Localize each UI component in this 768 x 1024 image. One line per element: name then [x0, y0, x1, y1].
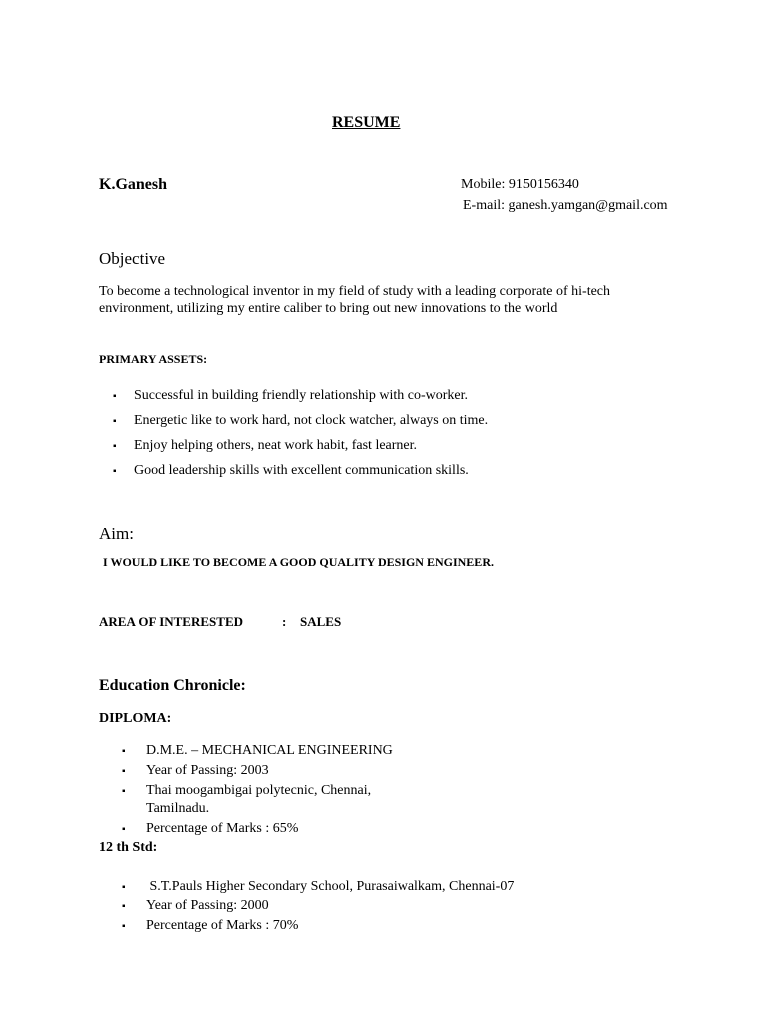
- objective-line-1: To become a technological inventor in my field of study with a leading corporate of hi-tech: [99, 284, 611, 299]
- bullet-icon: ▪: [122, 824, 126, 835]
- bullet-icon: ▪: [122, 901, 126, 912]
- aim-statement: I WOULD LIKE TO BECOME A GOOD QUALITY DESIGN ENGINEER.: [103, 555, 494, 569]
- aim-heading: Aim:: [99, 524, 134, 543]
- education-heading: Education Chronicle:: [99, 677, 246, 694]
- bullet-icon: ▪: [113, 441, 117, 452]
- area-separator: :: [282, 614, 287, 629]
- list-item: Thai moogambigai polytecnic, Chennai,: [146, 783, 372, 798]
- bullet-icon: ▪: [122, 882, 126, 893]
- bullet-icon: ▪: [122, 746, 126, 757]
- bullet-icon: ▪: [113, 391, 117, 402]
- email-address: E-mail: ganesh.yamgan@gmail.com: [463, 198, 668, 213]
- twelfth-heading: 12 th Std:: [99, 840, 158, 855]
- bullet-icon: ▪: [122, 766, 126, 777]
- objective-heading: Objective: [99, 249, 166, 268]
- list-item: S.T.Pauls Higher Secondary School, Purasaiwalkam, Chennai-07: [146, 879, 515, 894]
- area-value: SALES: [300, 614, 342, 629]
- list-item: Energetic like to work hard, not clock watcher, always on time.: [134, 413, 489, 428]
- diploma-heading: DIPLOMA:: [99, 711, 172, 726]
- list-item-continuation: Tamilnadu.: [146, 801, 210, 816]
- mobile-number: Mobile: 9150156340: [461, 177, 579, 192]
- candidate-name: K.Ganesh: [99, 176, 168, 193]
- bullet-icon: ▪: [113, 416, 117, 427]
- primary-assets-heading: PRIMARY ASSETS:: [99, 352, 208, 366]
- list-item: Good leadership skills with excellent communication skills.: [134, 463, 469, 478]
- area-label: AREA OF INTERESTED: [99, 614, 243, 629]
- bullet-icon: ▪: [113, 466, 117, 477]
- list-item: Year of Passing: 2003: [146, 763, 269, 778]
- list-item: Percentage of Marks : 70%: [146, 918, 299, 933]
- bullet-icon: ▪: [122, 921, 126, 932]
- list-item: Percentage of Marks : 65%: [146, 821, 299, 836]
- list-item: Enjoy helping others, neat work habit, fast learner.: [134, 438, 418, 453]
- list-item: D.M.E. – MECHANICAL ENGINEERING: [146, 743, 393, 758]
- objective-line-2: environment, utilizing my entire caliber to bring out new innovations to the world: [99, 301, 558, 316]
- bullet-icon: ▪: [122, 786, 126, 797]
- resume-title: RESUME: [332, 114, 401, 131]
- list-item: Year of Passing: 2000: [146, 898, 269, 913]
- list-item: Successful in building friendly relationship with co-worker.: [134, 388, 468, 403]
